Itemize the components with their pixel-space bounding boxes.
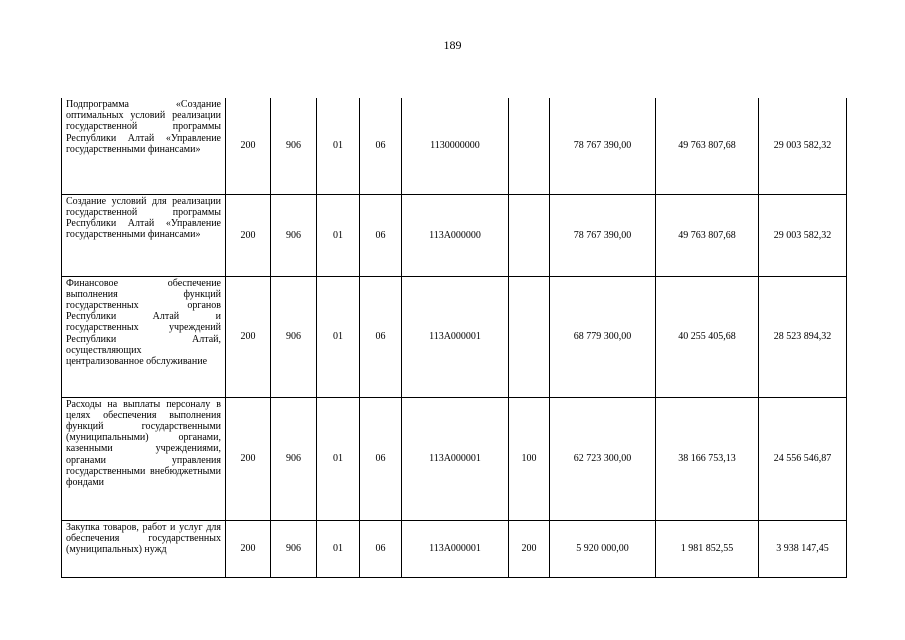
vr-cell bbox=[509, 98, 550, 194]
vr-cell bbox=[509, 276, 550, 397]
csr-cell: 113А000001 bbox=[402, 520, 509, 577]
sum3-cell: 28 523 894,32 bbox=[759, 276, 847, 397]
table-row bbox=[62, 98, 847, 194]
budget-table bbox=[61, 98, 847, 578]
pr-cell: 06 bbox=[360, 520, 402, 577]
csr-cell: 113А000001 bbox=[402, 276, 509, 397]
pr-cell: 06 bbox=[360, 194, 402, 276]
sum2-cell: 38 166 753,13 bbox=[656, 397, 759, 520]
grbs-cell: 906 bbox=[271, 276, 317, 397]
table-row bbox=[62, 397, 847, 520]
grbs-cell: 906 bbox=[271, 98, 317, 194]
sum1-cell: 5 920 000,00 bbox=[550, 520, 656, 577]
sum3-cell: 29 003 582,32 bbox=[759, 98, 847, 194]
sum1-cell: 68 779 300,00 bbox=[550, 276, 656, 397]
rz-cell: 01 bbox=[317, 397, 360, 520]
pr-cell: 06 bbox=[360, 276, 402, 397]
table-row bbox=[62, 276, 847, 397]
sum1-cell: 78 767 390,00 bbox=[550, 194, 656, 276]
row-name-cell: Подпрограмма «Создание оптимальных условий реализации государственной программы Республики Алтай «Управление государственными финансами» bbox=[62, 98, 226, 194]
ppp-cell: 200 bbox=[226, 194, 271, 276]
sum1-cell: 78 767 390,00 bbox=[550, 98, 656, 194]
rz-cell: 01 bbox=[317, 98, 360, 194]
row-name-cell: Финансовое обеспечение выполнения функций государственных органов Республики Алтай и государственных учреждений Республики Алтай, осуществляющих централизованное обслуживание bbox=[62, 276, 226, 397]
row-name-cell: Расходы на выплаты персоналу в целях обеспечения выполнения функций государственными (муниципальными) органами, казенными учреждениями, органами управления государственными внебюджетными фондами bbox=[62, 397, 226, 520]
rz-cell: 01 bbox=[317, 276, 360, 397]
row-name-cell: Создание условий для реализации государственной программы Республики Алтай «Управление государственными финансами» bbox=[62, 194, 226, 276]
vr-cell: 200 bbox=[509, 520, 550, 577]
pr-cell: 06 bbox=[360, 397, 402, 520]
ppp-cell: 200 bbox=[226, 397, 271, 520]
sum2-cell: 49 763 807,68 bbox=[656, 98, 759, 194]
pr-cell: 06 bbox=[360, 98, 402, 194]
sum2-cell: 49 763 807,68 bbox=[656, 194, 759, 276]
csr-cell: 1130000000 bbox=[402, 98, 509, 194]
sum3-cell: 29 003 582,32 bbox=[759, 194, 847, 276]
grbs-cell: 906 bbox=[271, 397, 317, 520]
row-name-cell: Закупка товаров, работ и услуг для обеспечения государственных (муниципальных) нужд bbox=[62, 520, 226, 577]
grbs-cell: 906 bbox=[271, 520, 317, 577]
table-row bbox=[62, 194, 847, 276]
ppp-cell: 200 bbox=[226, 98, 271, 194]
table-row bbox=[62, 520, 847, 577]
csr-cell: 113А000000 bbox=[402, 194, 509, 276]
sum1-cell: 62 723 300,00 bbox=[550, 397, 656, 520]
vr-cell: 100 bbox=[509, 397, 550, 520]
sum3-cell: 24 556 546,87 bbox=[759, 397, 847, 520]
ppp-cell: 200 bbox=[226, 276, 271, 397]
sum3-cell: 3 938 147,45 bbox=[759, 520, 847, 577]
page-number: 189 bbox=[443, 38, 462, 52]
sum2-cell: 40 255 405,68 bbox=[656, 276, 759, 397]
rz-cell: 01 bbox=[317, 520, 360, 577]
csr-cell: 113А000001 bbox=[402, 397, 509, 520]
sum2-cell: 1 981 852,55 bbox=[656, 520, 759, 577]
ppp-cell: 200 bbox=[226, 520, 271, 577]
vr-cell bbox=[509, 194, 550, 276]
rz-cell: 01 bbox=[317, 194, 360, 276]
grbs-cell: 906 bbox=[271, 194, 317, 276]
